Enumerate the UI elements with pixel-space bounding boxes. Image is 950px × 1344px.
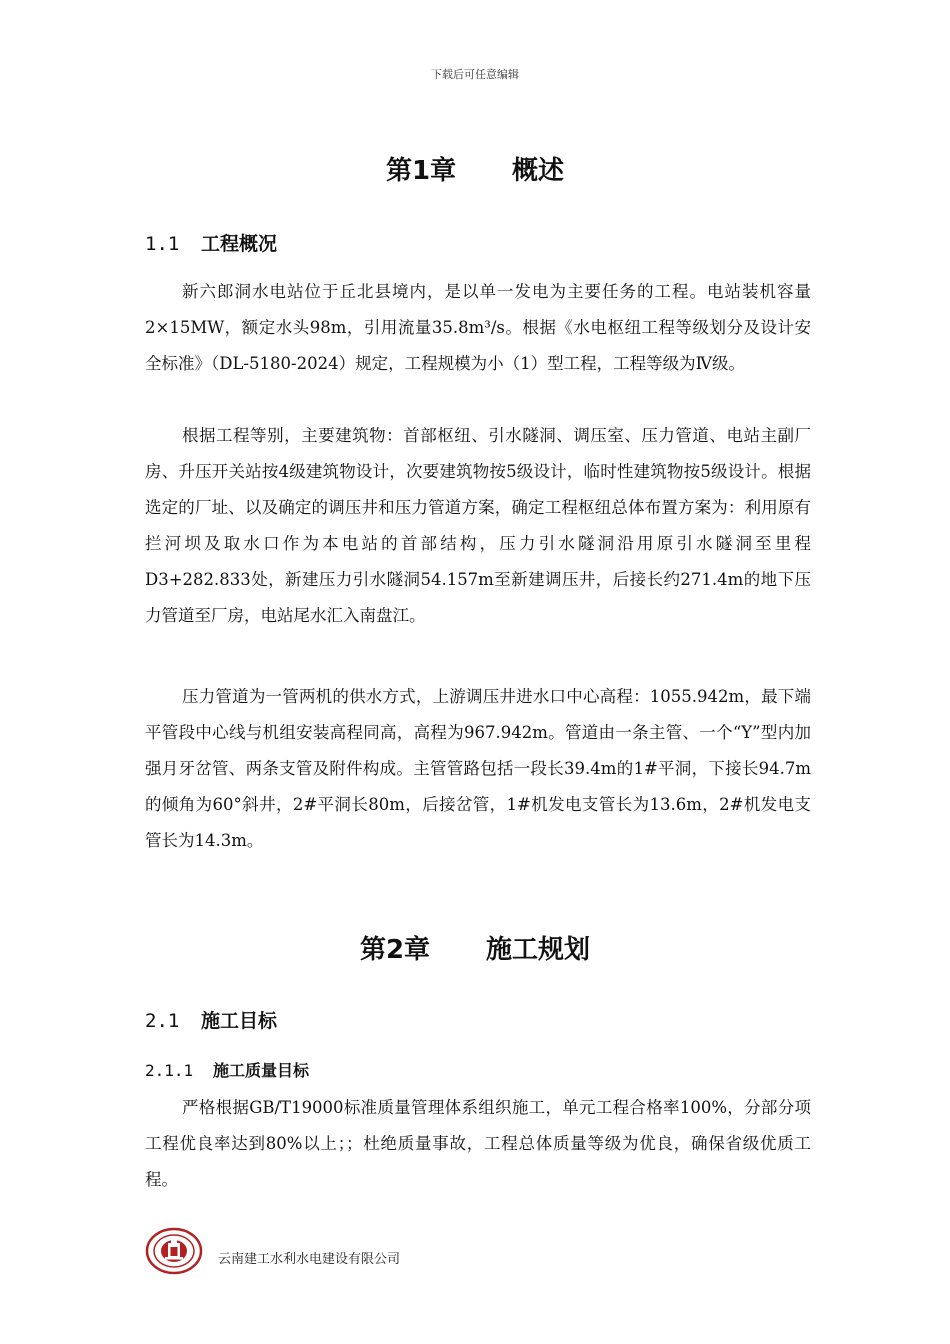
- chapter-2-title: 施工规划: [486, 935, 591, 965]
- section-2-1-title: 施工目标: [201, 1010, 278, 1032]
- paragraph-1-1-3: 压力管道为一管两机的供水方式，上游调压井进水口中心高程：1055.942m，最下端平管段中心线与机组安装高程同高，高程为967.942m。管道由一条主管、一个“Y”型内加强月牙岔管、两条支管及附件构成。主管管路包括一段长39.4m的1#平洞，下接长94.7m的倾角为60°斜井，2#平洞长80m，后接岔管，1#机发电支管长为13.6m，2#机发电支管长为14.3m。: [145, 687, 811, 850]
- page-footer: [145, 1226, 545, 1276]
- chapter-1-number: 第1章: [385, 156, 457, 186]
- chapter-2-heading: [0, 929, 950, 966]
- chapter-1-title: 概述: [512, 156, 565, 186]
- section-1-1-title: 工程概况: [201, 233, 278, 255]
- company-logo-icon: [145, 1226, 203, 1276]
- footer-company-name: 云南建工水利水电建设有限公司: [218, 1252, 401, 1267]
- chapter-1-heading: [0, 150, 950, 187]
- paragraph-1-1-1: 新六郎洞水电站位于丘北县境内，是以单一发电为主要任务的工程。电站装机容量2×15MW，额定水头98m，引用流量35.8m³/s。根据《水电枢纽工程等级划分及设计安全标准》（DL-5180-2024）规定，工程规模为小（1）型工程，工程等级为Ⅳ级。: [145, 282, 811, 373]
- paragraph-1-1-2: 根据工程等别，主要建筑物：首部枢纽、引水隧洞、调压室、压力管道、电站主副厂房、升压开关站按4级建筑物设计，次要建筑物按5级设计，临时性建筑物按5级设计。根据选定的厂址、以及确定的调压井和压力管道方案，确定工程枢纽总体布置方案为：利用原有拦河坝及取水口作为本电站的首部结构，压力引水隧洞沿用原引水隧洞至里程D3+282.833处，新建压力引水隧洞54.157m至新建调压井，后接长约271.4m的地下压力管道至厂房，电站尾水汇入南盘江。: [145, 426, 811, 625]
- section-1-1-heading: [145, 229, 277, 256]
- chapter-2-number: 第2章: [359, 935, 431, 965]
- subsection-2-1-1-title: 施工质量目标: [213, 1061, 310, 1080]
- section-1-1-number: 1.1: [145, 233, 180, 255]
- header-note: 下载后可任意编辑: [431, 68, 519, 81]
- subsection-2-1-1-heading: [145, 1058, 309, 1081]
- section-2-1-heading: [145, 1006, 277, 1033]
- section-2-1-number: 2.1: [145, 1010, 180, 1032]
- subsection-2-1-1-number: 2.1.1: [145, 1061, 194, 1080]
- paragraph-2-1-1-1: 严格根据GB/T19000标准质量管理体系组织施工，单元工程合格率100%，分部分项工程优良率达到80%以上；；杜绝质量事故，工程总体质量等级为优良，确保省级优质工程。: [145, 1098, 811, 1189]
